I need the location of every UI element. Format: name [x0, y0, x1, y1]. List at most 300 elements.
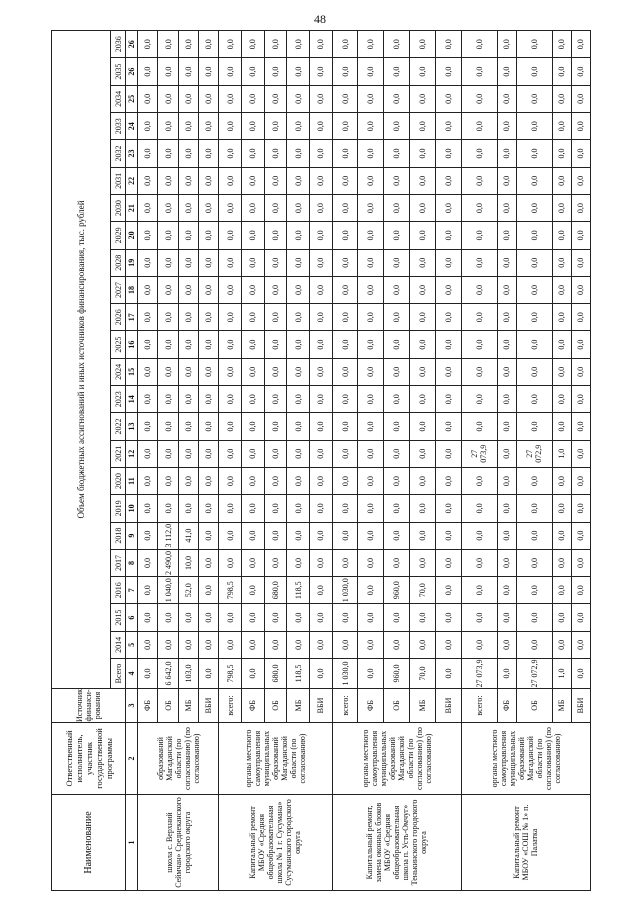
year-value: 0,0 [435, 440, 461, 467]
year-value: 0,0 [497, 386, 516, 413]
year-value: 0,0 [516, 140, 552, 167]
funding-source: ФБ [497, 689, 516, 723]
year-value: 0,0 [199, 249, 219, 276]
year-value: 0,0 [264, 85, 287, 112]
year-value: 0,0 [158, 304, 178, 331]
total-value: 1 030,0 [332, 659, 358, 689]
total-value: 70,0 [410, 659, 436, 689]
column-number: 1 [126, 795, 138, 891]
year-value: 0,0 [264, 604, 287, 631]
year-value: 0,0 [242, 495, 265, 522]
year-value: 0,0 [358, 167, 384, 194]
year-value: 0,0 [309, 85, 332, 112]
year-value: 0,0 [552, 304, 571, 331]
header-year: 2036 [111, 30, 126, 58]
year-value: 0,0 [178, 604, 198, 631]
year-value: 0,0 [571, 167, 590, 194]
year-value: 0,0 [332, 522, 358, 549]
year-value: 0,0 [358, 604, 384, 631]
year-value: 0,0 [497, 440, 516, 467]
year-value: 0,0 [358, 140, 384, 167]
year-value: 0,0 [138, 358, 158, 385]
year-value: 0,0 [552, 249, 571, 276]
year-value: 0,0 [516, 304, 552, 331]
year-value: 0,0 [410, 522, 436, 549]
year-value: 0,0 [358, 631, 384, 658]
header-year: 2035 [111, 58, 126, 85]
year-value: 0,0 [138, 249, 158, 276]
funding-source: МБ [287, 689, 310, 723]
total-value: 0,0 [571, 659, 590, 689]
year-value: 0,0 [242, 631, 265, 658]
year-value: 0,0 [461, 58, 497, 85]
total-value: 118,5 [287, 659, 310, 689]
column-number: 15 [126, 358, 138, 385]
year-value: 0,0 [309, 331, 332, 358]
year-value: 0,0 [571, 604, 590, 631]
year-value: 0,0 [158, 222, 178, 249]
header-total: Всего [111, 659, 126, 689]
year-value: 0,0 [358, 58, 384, 85]
year-value: 0,0 [138, 495, 158, 522]
year-value: 0,0 [138, 167, 158, 194]
funding-source: МБ [178, 689, 198, 723]
year-value: 0,0 [461, 30, 497, 58]
year-value: 0,0 [435, 113, 461, 140]
year-value: 0,0 [158, 58, 178, 85]
year-value: 0,0 [219, 358, 242, 385]
year-value: 0,0 [435, 58, 461, 85]
year-value: 0,0 [264, 30, 287, 58]
year-value: 0,0 [516, 358, 552, 385]
header-year: 2027 [111, 276, 126, 303]
year-value: 0,0 [552, 358, 571, 385]
column-number: 7 [126, 577, 138, 604]
year-value: 0,0 [552, 631, 571, 658]
rotated-table-wrapper [51, 31, 591, 891]
year-value: 0,0 [242, 467, 265, 494]
header-year: 2024 [111, 358, 126, 385]
year-value: 0,0 [552, 140, 571, 167]
year-value: 0,0 [199, 85, 219, 112]
year-value: 0,0 [410, 549, 436, 576]
year-value: 0,0 [158, 85, 178, 112]
year-value: 0,0 [384, 249, 410, 276]
year-value: 0,0 [242, 276, 265, 303]
header-year: 2026 [111, 304, 126, 331]
year-value: 0,0 [358, 304, 384, 331]
year-value: 0,0 [552, 522, 571, 549]
year-value: 0,0 [384, 495, 410, 522]
year-value: 0,0 [358, 276, 384, 303]
year-value: 0,0 [138, 113, 158, 140]
year-value: 0,0 [219, 85, 242, 112]
year-value: 0,0 [516, 413, 552, 440]
year-value: 0,0 [178, 631, 198, 658]
year-value: 0,0 [571, 194, 590, 221]
year-value: 0,0 [219, 495, 242, 522]
header-year: 2029 [111, 222, 126, 249]
column-number: 8 [126, 549, 138, 576]
year-value: 0,0 [178, 85, 198, 112]
year-value: 0,0 [287, 276, 310, 303]
funding-source: ФБ [358, 689, 384, 723]
year-value: 0,0 [332, 440, 358, 467]
year-value: 0,0 [384, 386, 410, 413]
year-value: 0,0 [461, 194, 497, 221]
funding-source: всего: [461, 689, 497, 723]
year-value: 0,0 [435, 413, 461, 440]
year-value: 0,0 [219, 276, 242, 303]
year-value: 0,0 [497, 85, 516, 112]
year-value: 0,0 [384, 194, 410, 221]
year-value: 0,0 [571, 413, 590, 440]
year-value: 0,0 [332, 222, 358, 249]
header-year: 2030 [111, 194, 126, 221]
year-value: 0,0 [199, 549, 219, 576]
year-value: 0,0 [264, 522, 287, 549]
year-value: 0,0 [461, 467, 497, 494]
year-value: 0,0 [332, 276, 358, 303]
year-value: 0,0 [358, 30, 384, 58]
year-value: 0,0 [332, 167, 358, 194]
year-value: 0,0 [242, 331, 265, 358]
measure-name: Капитальный ремонт МБОУ «СОШ № 1» п. Палатка [461, 795, 590, 891]
year-value: 0,0 [384, 522, 410, 549]
year-value: 0,0 [287, 386, 310, 413]
year-value: 0,0 [219, 413, 242, 440]
year-value: 0,0 [199, 222, 219, 249]
year-value: 0,0 [332, 604, 358, 631]
year-value: 0,0 [309, 549, 332, 576]
measure-name: Капитальный ремонт, замена оконных блоков МБОУ «Средняя общеобразовательная школа п. Усть-Омчуг» Тенькинского городского округа [332, 795, 461, 891]
year-value: 0,0 [242, 413, 265, 440]
year-value: 0,0 [384, 304, 410, 331]
year-value: 0,0 [410, 631, 436, 658]
year-value: 0,0 [384, 140, 410, 167]
funding-source: ОБ [516, 689, 552, 723]
year-value: 10,0 [178, 549, 198, 576]
year-value: 0,0 [242, 577, 265, 604]
year-value: 41,0 [178, 522, 198, 549]
year-value: 0,0 [384, 30, 410, 58]
year-value: 0,0 [138, 549, 158, 576]
year-value: 0,0 [309, 222, 332, 249]
year-value: 0,0 [461, 522, 497, 549]
year-value: 27 072,9 [516, 440, 552, 467]
year-value: 0,0 [497, 113, 516, 140]
funding-source: ФБ [138, 689, 158, 723]
year-value: 0,0 [497, 467, 516, 494]
year-value: 0,0 [410, 495, 436, 522]
year-value: 0,0 [219, 167, 242, 194]
year-value: 0,0 [242, 30, 265, 58]
year-value: 0,0 [384, 276, 410, 303]
year-value: 0,0 [384, 222, 410, 249]
year-value: 0,0 [199, 113, 219, 140]
year-value: 0,0 [358, 194, 384, 221]
year-value: 680,0 [264, 577, 287, 604]
year-value: 0,0 [199, 58, 219, 85]
year-value: 0,0 [516, 194, 552, 221]
year-value: 0,0 [384, 549, 410, 576]
year-value: 0,0 [287, 522, 310, 549]
year-value: 0,0 [384, 58, 410, 85]
year-value: 0,0 [287, 304, 310, 331]
year-value: 0,0 [309, 604, 332, 631]
year-value: 0,0 [435, 386, 461, 413]
year-value: 0,0 [199, 140, 219, 167]
table-row [461, 30, 497, 890]
column-number: 21 [126, 194, 138, 221]
total-value: 0,0 [242, 659, 265, 689]
year-value: 0,0 [497, 140, 516, 167]
column-number: 16 [126, 331, 138, 358]
year-value: 0,0 [199, 167, 219, 194]
year-value: 0,0 [199, 413, 219, 440]
year-value: 0,0 [358, 249, 384, 276]
year-value: 0,0 [435, 140, 461, 167]
year-value: 0,0 [199, 194, 219, 221]
year-value: 0,0 [410, 467, 436, 494]
year-value: 0,0 [332, 467, 358, 494]
column-number: 17 [126, 304, 138, 331]
year-value: 0,0 [552, 549, 571, 576]
year-value: 0,0 [516, 58, 552, 85]
year-value: 0,0 [199, 358, 219, 385]
year-value: 0,0 [219, 194, 242, 221]
year-value: 0,0 [435, 85, 461, 112]
responsible-executor: органы местного самоуправления муниципальных образований Магаданской области (по согласованию) [219, 723, 332, 795]
measure-name: школа с. Верхний Сеймчан» Среднеканского городского округа [138, 795, 219, 891]
year-value: 0,0 [287, 194, 310, 221]
year-value: 0,0 [571, 549, 590, 576]
year-value: 0,0 [158, 604, 178, 631]
year-value: 0,0 [571, 386, 590, 413]
year-value: 0,0 [435, 304, 461, 331]
year-value: 0,0 [497, 631, 516, 658]
year-value: 0,0 [178, 194, 198, 221]
header-year: 2017 [111, 549, 126, 576]
year-value: 0,0 [461, 631, 497, 658]
year-value: 0,0 [461, 358, 497, 385]
column-number: 22 [126, 167, 138, 194]
total-value: 27 072,9 [516, 659, 552, 689]
year-value: 0,0 [264, 167, 287, 194]
year-value: 0,0 [219, 222, 242, 249]
year-value: 0,0 [199, 304, 219, 331]
year-value: 0,0 [264, 440, 287, 467]
year-value: 0,0 [158, 467, 178, 494]
year-value: 0,0 [287, 467, 310, 494]
table-row [332, 30, 358, 890]
header-year: 2031 [111, 167, 126, 194]
year-value: 0,0 [287, 167, 310, 194]
year-value: 3 112,0 [158, 522, 178, 549]
year-value: 0,0 [138, 440, 158, 467]
year-value: 0,0 [309, 440, 332, 467]
column-number: 23 [126, 140, 138, 167]
year-value: 0,0 [287, 140, 310, 167]
year-value: 0,0 [384, 631, 410, 658]
year-value: 0,0 [178, 58, 198, 85]
year-value: 0,0 [358, 413, 384, 440]
year-value: 0,0 [435, 604, 461, 631]
year-value: 0,0 [358, 577, 384, 604]
total-value: 0,0 [497, 659, 516, 689]
year-value: 0,0 [219, 113, 242, 140]
year-value: 0,0 [332, 85, 358, 112]
year-value: 0,0 [138, 577, 158, 604]
year-value: 0,0 [435, 577, 461, 604]
year-value: 0,0 [516, 30, 552, 58]
year-value: 0,0 [178, 113, 198, 140]
year-value: 0,0 [332, 331, 358, 358]
column-number: 25 [126, 85, 138, 112]
year-value: 0,0 [435, 522, 461, 549]
year-value: 0,0 [242, 604, 265, 631]
year-value: 0,0 [242, 85, 265, 112]
year-value: 0,0 [138, 222, 158, 249]
year-value: 0,0 [461, 577, 497, 604]
year-value: 0,0 [497, 522, 516, 549]
year-value: 0,0 [219, 386, 242, 413]
year-value: 0,0 [138, 522, 158, 549]
year-value: 0,0 [461, 249, 497, 276]
year-value: 0,0 [287, 113, 310, 140]
year-value: 0,0 [158, 113, 178, 140]
year-value: 0,0 [461, 495, 497, 522]
funding-source: МБ [410, 689, 436, 723]
header-year: 2023 [111, 386, 126, 413]
year-value: 0,0 [219, 249, 242, 276]
year-value: 0,0 [358, 113, 384, 140]
funding-source: ОБ [264, 689, 287, 723]
year-value: 0,0 [571, 304, 590, 331]
year-value: 0,0 [497, 549, 516, 576]
year-value: 0,0 [497, 358, 516, 385]
responsible-executor: образований Магаданской области (по согласованию) (по согласованию) [138, 723, 219, 795]
responsible-executor: органы местного самоуправления муниципальных образований Магаданской области (по согласованию) (по согласованию) [332, 723, 461, 795]
year-value: 0,0 [435, 249, 461, 276]
year-value: 960,0 [384, 577, 410, 604]
year-value: 0,0 [219, 440, 242, 467]
year-value: 0,0 [516, 522, 552, 549]
year-value: 0,0 [287, 631, 310, 658]
funding-source: ФБ [242, 689, 265, 723]
year-value: 0,0 [309, 577, 332, 604]
year-value: 0,0 [410, 167, 436, 194]
column-number: 5 [126, 631, 138, 658]
year-value: 0,0 [264, 358, 287, 385]
year-value: 0,0 [158, 413, 178, 440]
year-value: 0,0 [497, 222, 516, 249]
funding-table [51, 30, 591, 891]
year-value: 0,0 [287, 358, 310, 385]
year-value: 0,0 [264, 304, 287, 331]
year-value: 0,0 [158, 331, 178, 358]
year-value: 0,0 [497, 276, 516, 303]
year-value: 0,0 [309, 358, 332, 385]
year-value: 0,0 [264, 58, 287, 85]
year-value: 0,0 [199, 467, 219, 494]
year-value: 0,0 [309, 30, 332, 58]
year-value: 0,0 [461, 413, 497, 440]
year-value: 0,0 [309, 631, 332, 658]
header-responsible: Ответственный исполнитель, участник государственной программы [52, 723, 126, 795]
year-value: 0,0 [410, 113, 436, 140]
year-value: 0,0 [242, 522, 265, 549]
funding-source: МБ [552, 689, 571, 723]
year-value: 0,0 [435, 495, 461, 522]
year-value: 0,0 [571, 249, 590, 276]
year-value: 0,0 [435, 631, 461, 658]
column-number: 2 [126, 723, 138, 795]
column-number: 3 [126, 689, 138, 723]
year-value: 0,0 [287, 249, 310, 276]
year-value: 0,0 [497, 331, 516, 358]
header-year: 2028 [111, 249, 126, 276]
year-value: 0,0 [264, 495, 287, 522]
year-value: 0,0 [410, 386, 436, 413]
year-value: 0,0 [410, 194, 436, 221]
page-number: 48 [314, 12, 326, 26]
year-value: 0,0 [571, 113, 590, 140]
year-value: 0,0 [571, 85, 590, 112]
year-value: 0,0 [264, 222, 287, 249]
year-value: 0,0 [552, 331, 571, 358]
year-value: 0,0 [219, 549, 242, 576]
year-value: 0,0 [242, 113, 265, 140]
total-value: 0,0 [435, 659, 461, 689]
year-value: 0,0 [410, 304, 436, 331]
total-value: 6 642,0 [158, 659, 178, 689]
year-value: 0,0 [242, 140, 265, 167]
year-value: 0,0 [571, 467, 590, 494]
header-year: 2015 [111, 604, 126, 631]
year-value: 0,0 [332, 140, 358, 167]
header-year: 2016 [111, 577, 126, 604]
year-value: 0,0 [242, 222, 265, 249]
year-value: 0,0 [264, 113, 287, 140]
year-value: 0,0 [219, 140, 242, 167]
year-value: 0,0 [309, 522, 332, 549]
total-value: 0,0 [138, 659, 158, 689]
year-value: 0,0 [219, 604, 242, 631]
year-value: 0,0 [178, 249, 198, 276]
year-value: 0,0 [158, 386, 178, 413]
funding-source: всего: [219, 689, 242, 723]
year-value: 0,0 [435, 467, 461, 494]
year-value: 0,0 [199, 386, 219, 413]
year-value: 0,0 [332, 549, 358, 576]
year-value: 0,0 [138, 276, 158, 303]
year-value: 0,0 [516, 113, 552, 140]
year-value: 0,0 [571, 222, 590, 249]
column-number: 12 [126, 440, 138, 467]
year-value: 0,0 [516, 222, 552, 249]
year-value: 0,0 [178, 386, 198, 413]
year-value: 0,0 [178, 467, 198, 494]
year-value: 0,0 [461, 140, 497, 167]
year-value: 0,0 [178, 495, 198, 522]
year-value: 0,0 [178, 30, 198, 58]
year-value: 0,0 [358, 495, 384, 522]
year-value: 0,0 [309, 140, 332, 167]
year-value: 0,0 [332, 631, 358, 658]
year-value: 0,0 [384, 331, 410, 358]
column-number: 19 [126, 249, 138, 276]
